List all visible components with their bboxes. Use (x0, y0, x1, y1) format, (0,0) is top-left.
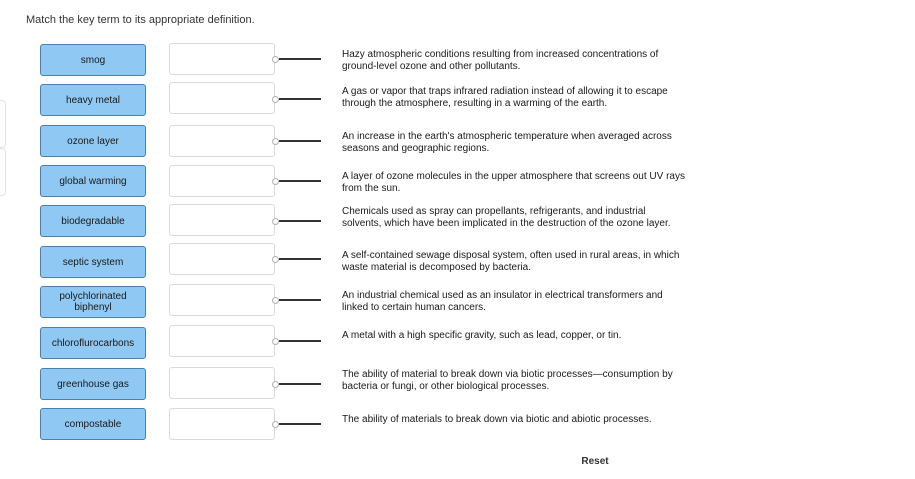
connector-line (272, 55, 322, 63)
definition-text: The ability of material to break down via biotic processes—consumption by bacteria or fungi, or other biological processes. (342, 369, 673, 392)
connector-stroke (279, 220, 321, 222)
answer-drop-zone[interactable] (169, 125, 275, 157)
answer-drop-zone[interactable] (169, 82, 275, 114)
connector-line (272, 420, 322, 428)
connector-stroke (279, 299, 321, 301)
connector-dot (272, 421, 279, 428)
connector-stroke (279, 340, 321, 342)
definition-text: An increase in the earth's atmospheric temperature when averaged across seasons and geographic regions. (342, 131, 672, 154)
term-chip[interactable]: chloroflurocarbons (40, 327, 146, 359)
definition-text: A layer of ozone molecules in the upper atmosphere that screens out UV rays from the sun. (342, 171, 685, 194)
definition-text: Chemicals used as spray can propellants, refrigerants, and industrial solvents, which have been implicated in the destruction of the ozone layer. (342, 206, 671, 229)
connector-line (272, 380, 322, 388)
connector-stroke (279, 258, 321, 260)
connector-dot (272, 178, 279, 185)
answer-drop-zone[interactable] (169, 204, 275, 236)
connector-dot (272, 381, 279, 388)
term-chip[interactable]: global warming (40, 165, 146, 197)
connector-dot (272, 218, 279, 225)
connector-line (272, 296, 322, 304)
instructions-text: Match the key term to its appropriate definition. (26, 14, 255, 26)
side-tab[interactable] (0, 148, 6, 196)
connector-dot (272, 56, 279, 63)
definition-text: Hazy atmospheric conditions resulting from increased concentrations of ground-level ozone and other pollutants. (342, 49, 659, 72)
connector-line (272, 217, 322, 225)
reset-button[interactable]: Reset (572, 452, 618, 470)
term-chip[interactable]: septic system (40, 246, 146, 278)
connector-stroke (279, 58, 321, 60)
connector-dot (272, 138, 279, 145)
connector-dot (272, 256, 279, 263)
connector-line (272, 137, 322, 145)
answer-drop-zone[interactable] (169, 43, 275, 75)
connector-dot (272, 297, 279, 304)
definition-text: The ability of materials to break down via biotic and abiotic processes. (342, 414, 652, 425)
term-chip[interactable]: heavy metal (40, 84, 146, 116)
connector-stroke (279, 98, 321, 100)
definition-text: A gas or vapor that traps infrared radiation instead of allowing it to escape through the atmosphere, resulting in a warming of the earth. (342, 86, 668, 109)
side-tab[interactable] (0, 100, 6, 148)
answer-drop-zone[interactable] (169, 367, 275, 399)
connector-line (272, 255, 322, 263)
definition-text: A self-contained sewage disposal system, often used in rural areas, in which waste material is decomposed by bacteria. (342, 250, 680, 273)
definition-text: An industrial chemical used as an insulator in electrical transformers and linked to certain human cancers. (342, 290, 663, 313)
term-chip[interactable]: polychlorinated biphenyl (40, 286, 146, 318)
answer-drop-zone[interactable] (169, 408, 275, 440)
answer-drop-zone[interactable] (169, 165, 275, 197)
connector-line (272, 95, 322, 103)
connector-line (272, 177, 322, 185)
connector-stroke (279, 423, 321, 425)
connector-dot (272, 338, 279, 345)
answer-drop-zone[interactable] (169, 284, 275, 316)
connector-dot (272, 96, 279, 103)
answer-drop-zone[interactable] (169, 243, 275, 275)
connector-stroke (279, 383, 321, 385)
connector-line (272, 337, 322, 345)
term-chip[interactable]: compostable (40, 408, 146, 440)
term-chip[interactable]: biodegradable (40, 205, 146, 237)
connector-stroke (279, 180, 321, 182)
connector-stroke (279, 140, 321, 142)
term-chip[interactable]: greenhouse gas (40, 368, 146, 400)
answer-drop-zone[interactable] (169, 325, 275, 357)
term-chip[interactable]: ozone layer (40, 125, 146, 157)
term-chip[interactable]: smog (40, 44, 146, 76)
definition-text: A metal with a high specific gravity, such as lead, copper, or tin. (342, 330, 622, 341)
